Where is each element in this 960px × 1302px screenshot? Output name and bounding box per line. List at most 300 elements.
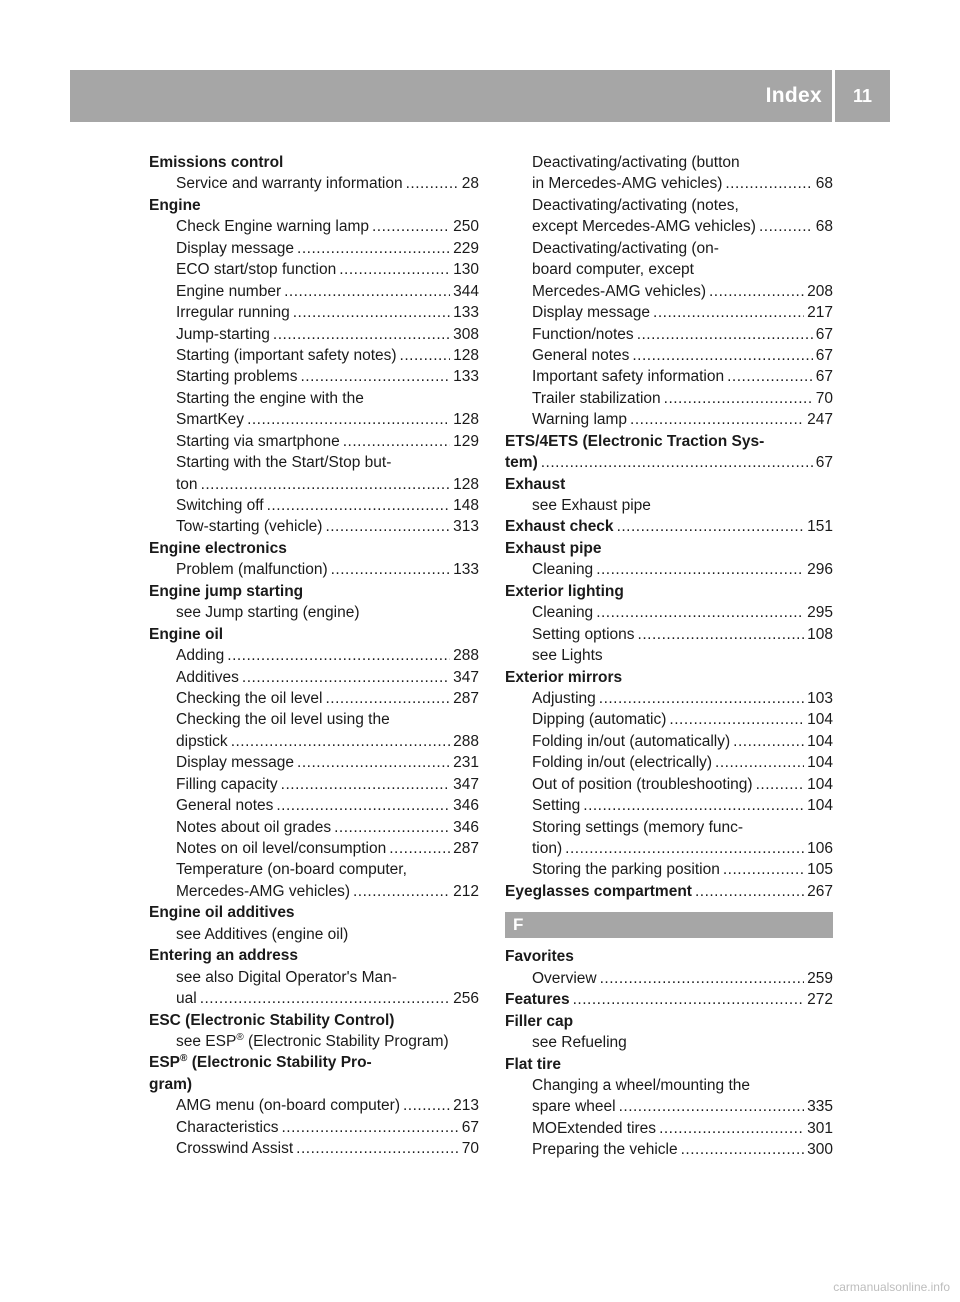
index-subentry: [505, 259, 833, 280]
entry-text: board computer, except: [532, 261, 694, 279]
entry-text: General notes: [532, 346, 630, 364]
page-reference[interactable]: 259: [807, 969, 833, 987]
entry-text: Checking the oil level: [176, 689, 323, 707]
page-reference[interactable]: 128: [453, 346, 479, 364]
entry-text: dipstick: [176, 732, 228, 750]
index-subentry[interactable]: [505, 324, 833, 345]
index-subentry[interactable]: [149, 559, 479, 580]
entry-text: Preparing the vehicle: [532, 1141, 678, 1159]
page-reference[interactable]: 67: [815, 368, 833, 386]
index-subentry[interactable]: [149, 752, 479, 773]
entry-text: Deactivating/activating (notes,: [532, 196, 739, 214]
page-reference[interactable]: 104: [807, 775, 833, 793]
leader-dots: [709, 281, 804, 302]
index-heading: [149, 624, 479, 645]
page-reference[interactable]: 67: [815, 346, 833, 364]
page-reference[interactable]: 231: [453, 754, 479, 772]
index-subentry[interactable]: [505, 752, 833, 773]
entry-text: Exhaust pipe: [505, 539, 602, 557]
leader-dots: [403, 1095, 450, 1116]
entry-text: Exhaust check: [505, 518, 614, 536]
entry-text: Adjusting: [532, 689, 596, 707]
index-subentry[interactable]: [505, 838, 833, 859]
entry-text: Exterior mirrors: [505, 668, 623, 686]
index-heading[interactable]: [505, 452, 833, 473]
index-subentry: [505, 645, 833, 666]
entry-text: see Lights: [532, 647, 603, 665]
leader-dots: [334, 817, 450, 838]
leader-dots: [372, 216, 450, 237]
index-subentry[interactable]: [149, 838, 479, 859]
page-reference[interactable]: 296: [807, 561, 833, 579]
index-subentry: [505, 152, 833, 173]
entry-text: Emissions control: [149, 154, 284, 171]
index-heading: [149, 581, 479, 602]
entry-text: ECO start/stop function: [176, 261, 337, 279]
entry-text: Storing settings (memory func-: [532, 818, 744, 836]
entry-text: Display message: [176, 754, 295, 772]
page-reference[interactable]: 70: [461, 1140, 479, 1158]
index-subentry[interactable]: [505, 345, 833, 366]
entry-text: Temperature (on-board computer,: [176, 861, 407, 879]
index-subentry: [505, 1075, 833, 1096]
index-subentry[interactable]: [505, 281, 833, 302]
index-subentry[interactable]: [149, 688, 479, 709]
entry-text: Important safety information: [532, 368, 725, 386]
index-heading: [505, 946, 833, 967]
entry-text: Filler cap: [505, 1012, 574, 1030]
entry-text: Storing the parking position: [532, 861, 720, 879]
index-heading: [505, 538, 833, 559]
index-heading: [505, 667, 833, 688]
page-reference[interactable]: 128: [453, 411, 479, 429]
index-heading: [149, 902, 479, 923]
page-reference[interactable]: 250: [453, 218, 479, 236]
leader-dots: [325, 516, 450, 537]
leader-dots: [406, 173, 459, 194]
entry-text: Favorites: [505, 948, 574, 966]
entry-text: Exhaust: [505, 475, 566, 493]
index-heading: [149, 195, 479, 216]
footer-watermark: carmanualsonline.info: [833, 1280, 950, 1294]
index-subentry[interactable]: [149, 1095, 479, 1116]
index-subentry: [149, 1031, 479, 1052]
page-reference[interactable]: 300: [807, 1141, 833, 1159]
entry-text: ton: [176, 475, 198, 493]
leader-dots: [583, 795, 804, 816]
leader-dots: [727, 366, 813, 387]
index-heading[interactable]: [505, 516, 833, 537]
page-reference[interactable]: 347: [453, 775, 479, 793]
page-reference[interactable]: 287: [453, 840, 479, 857]
leader-dots: [284, 281, 450, 302]
leader-dots: [282, 1117, 459, 1138]
entry-text: Starting problems: [176, 368, 298, 386]
index-subentry[interactable]: [149, 173, 479, 194]
leader-dots: [632, 345, 812, 366]
leader-dots: [630, 409, 804, 430]
index-subentry[interactable]: [149, 731, 479, 752]
entry-text: gram): [149, 1075, 193, 1093]
leader-dots: [293, 302, 450, 323]
entry-text: Folding in/out (electrically): [532, 754, 713, 772]
entry-text: Tow-starting (vehicle): [176, 518, 323, 536]
entry-text: Deactivating/activating (button: [532, 154, 740, 171]
index-subentry: [149, 924, 479, 945]
index-subentry: [505, 1032, 833, 1053]
entry-text: Engine oil additives: [149, 904, 295, 922]
index-subentry[interactable]: [149, 881, 479, 902]
entry-text: Starting the engine with the: [176, 389, 364, 407]
page-reference[interactable]: 308: [453, 325, 479, 343]
leader-dots: [695, 881, 804, 902]
leader-dots: [331, 559, 451, 580]
page-reference[interactable]: 346: [453, 797, 479, 815]
entry-text: Characteristics: [176, 1118, 279, 1136]
entry-text: ESP® (Electronic Stability Pro-: [149, 1053, 372, 1072]
entry-text: ETS/4ETS (Electronic Traction Sys-: [505, 432, 765, 450]
leader-dots: [715, 752, 804, 773]
index-subentry[interactable]: [149, 302, 479, 323]
page-reference[interactable]: 67: [815, 325, 833, 343]
page-reference[interactable]: 208: [807, 282, 833, 300]
index-subentry[interactable]: [505, 366, 833, 387]
index-subentry: [505, 238, 833, 259]
page-reference[interactable]: 295: [807, 604, 833, 622]
leader-dots: [681, 1139, 805, 1160]
index-subentry[interactable]: [505, 688, 833, 709]
entry-text: Warning lamp: [532, 411, 628, 429]
leader-dots: [400, 345, 451, 366]
entry-text: Engine oil: [149, 625, 224, 643]
entry-text: Filling capacity: [176, 775, 278, 793]
leader-dots: [637, 324, 813, 345]
entry-text: Jump-starting: [176, 325, 270, 343]
page-reference[interactable]: 103: [807, 689, 833, 707]
entry-text: Cleaning: [532, 561, 594, 579]
entry-text: Engine: [149, 196, 201, 214]
index-heading: [149, 1052, 479, 1073]
page-reference[interactable]: 217: [807, 304, 833, 322]
index-subentry[interactable]: [505, 968, 833, 989]
page-reference[interactable]: 344: [453, 282, 479, 300]
entry-text: Crosswind Assist: [176, 1140, 294, 1158]
entry-text: Adding: [176, 647, 225, 665]
page-reference[interactable]: 105: [807, 861, 833, 879]
index-subentry[interactable]: [149, 988, 479, 1009]
leader-dots: [353, 881, 450, 902]
entry-text: Mercedes-AMG vehicles): [176, 882, 350, 900]
page-reference[interactable]: 130: [453, 261, 479, 279]
entry-text: Notes on oil level/consumption: [176, 840, 387, 857]
page-reference[interactable]: 148: [453, 497, 479, 514]
index-subentry[interactable]: [149, 645, 479, 666]
entry-text: Checking the oil level using the: [176, 711, 390, 729]
leader-dots: [596, 602, 804, 623]
page-reference[interactable]: 68: [815, 218, 833, 236]
index-subentry[interactable]: [149, 281, 479, 302]
page-reference[interactable]: 267: [807, 882, 833, 900]
entry-text: Additives: [176, 668, 239, 686]
page-reference[interactable]: 28: [461, 175, 479, 193]
index-subentry[interactable]: [505, 302, 833, 323]
index-subentry[interactable]: [149, 774, 479, 795]
index-heading: [149, 538, 479, 559]
index-subentry[interactable]: [505, 624, 833, 645]
index-subentry[interactable]: [149, 345, 479, 366]
index-subentry[interactable]: [505, 388, 833, 409]
entry-text: Irregular running: [176, 304, 290, 322]
entry-text: Trailer stabilization: [532, 389, 661, 407]
index-subentry: [149, 452, 479, 473]
page-reference[interactable]: 213: [453, 1097, 479, 1115]
entry-text: Mercedes-AMG vehicles): [532, 282, 706, 300]
leader-dots: [276, 795, 450, 816]
index-subentry[interactable]: [505, 559, 833, 580]
entry-text: except Mercedes-AMG vehicles): [532, 218, 756, 236]
leader-dots: [201, 474, 451, 495]
leader-dots: [325, 688, 450, 709]
index-heading: [505, 474, 833, 495]
index-heading: [505, 1011, 833, 1032]
index-subentry: [149, 602, 479, 623]
page-reference[interactable]: 301: [807, 1119, 833, 1137]
leader-dots: [541, 452, 813, 473]
leader-dots: [296, 1138, 459, 1159]
leader-dots: [756, 774, 805, 795]
index-heading[interactable]: [505, 881, 833, 902]
page-reference[interactable]: 287: [453, 689, 479, 707]
index-subentry[interactable]: [149, 216, 479, 237]
page-reference[interactable]: 104: [807, 711, 833, 729]
index-subentry[interactable]: [149, 795, 479, 816]
page-reference[interactable]: 347: [453, 668, 479, 686]
entry-text: Overview: [532, 969, 597, 987]
entry-text: see Exhaust pipe: [532, 497, 651, 514]
page-reference[interactable]: 335: [807, 1098, 833, 1116]
entry-text: Engine jump starting: [149, 582, 304, 600]
leader-dots: [343, 431, 450, 452]
index-heading[interactable]: [505, 989, 833, 1010]
page-reference[interactable]: 272: [807, 991, 833, 1009]
entry-text: ESC (Electronic Stability Control): [149, 1011, 395, 1029]
index-subentry[interactable]: [505, 774, 833, 795]
page-reference[interactable]: 104: [807, 754, 833, 772]
entry-text: Changing a wheel/mounting the: [532, 1076, 751, 1094]
index-subentry[interactable]: [149, 495, 479, 516]
page-reference[interactable]: 108: [807, 625, 833, 643]
index-subentry[interactable]: [505, 216, 833, 237]
index-heading: [149, 945, 479, 966]
index-subentry: [505, 495, 833, 516]
section-letter-header: F: [505, 912, 833, 938]
leader-dots: [273, 324, 450, 345]
index-column-right: [505, 152, 833, 1161]
page-reference[interactable]: 128: [453, 475, 479, 493]
index-subentry[interactable]: [149, 259, 479, 280]
entry-text: AMG menu (on-board computer): [176, 1097, 400, 1115]
index-heading: [149, 1010, 479, 1031]
index-subentry[interactable]: [505, 409, 833, 430]
entry-text: Starting with the Start/Stop but-: [176, 454, 392, 472]
entry-text: tem): [505, 454, 538, 472]
entry-text: Cleaning: [532, 604, 594, 622]
leader-dots: [600, 968, 805, 989]
index-subentry: [149, 967, 479, 988]
index-subentry[interactable]: [149, 1117, 479, 1138]
index-subentry[interactable]: [149, 431, 479, 452]
index-subentry: [149, 709, 479, 730]
entry-text: see Refueling: [532, 1034, 627, 1052]
leader-dots: [664, 388, 813, 409]
leader-dots: [573, 989, 805, 1010]
leader-dots: [231, 731, 450, 752]
entry-text: Features: [505, 991, 570, 1009]
leader-dots: [725, 173, 812, 194]
leader-dots: [300, 366, 450, 387]
leader-dots: [659, 1118, 804, 1139]
page-reference[interactable]: 133: [453, 304, 479, 322]
leader-dots: [733, 731, 804, 752]
index-subentry[interactable]: [505, 795, 833, 816]
index-subentry[interactable]: [505, 602, 833, 623]
entry-text: Function/notes: [532, 325, 634, 343]
page-reference[interactable]: 133: [453, 561, 479, 579]
entry-text: General notes: [176, 797, 274, 815]
page-reference[interactable]: 256: [453, 990, 479, 1008]
leader-dots: [565, 838, 804, 859]
index-subentry[interactable]: [149, 667, 479, 688]
page-reference[interactable]: 129: [453, 432, 479, 450]
entry-text: Engine electronics: [149, 539, 287, 557]
entry-text: Starting via smartphone: [176, 432, 340, 450]
entry-text: see Jump starting (engine): [176, 604, 360, 622]
leader-dots: [653, 302, 804, 323]
entry-text: Folding in/out (automatically): [532, 732, 731, 750]
entry-text: spare wheel: [532, 1098, 616, 1116]
index-heading: [505, 431, 833, 452]
entry-text: see ESP® (Electronic Stability Program): [176, 1031, 449, 1050]
leader-dots: [638, 624, 805, 645]
page-reference[interactable]: 346: [453, 818, 479, 836]
leader-dots: [247, 409, 450, 430]
entry-text: Starting (important safety notes): [176, 346, 397, 364]
entry-text: Exterior lighting: [505, 582, 624, 600]
index-subentry[interactable]: [505, 1096, 833, 1117]
entry-text: see also Digital Operator's Man-: [176, 968, 397, 986]
page-reference[interactable]: 67: [815, 454, 833, 472]
page-reference[interactable]: 104: [807, 732, 833, 750]
index-subentry[interactable]: [149, 238, 479, 259]
entry-text: MOExtended tires: [532, 1119, 657, 1137]
leader-dots: [759, 216, 813, 237]
index-subentry[interactable]: [149, 817, 479, 838]
page-reference[interactable]: 151: [807, 518, 833, 536]
page-reference[interactable]: 313: [453, 518, 479, 536]
entry-text: Check Engine warning lamp: [176, 218, 369, 236]
index-subentry: [505, 195, 833, 216]
entry-text: Service and warranty information: [176, 175, 403, 193]
page-reference[interactable]: 212: [453, 882, 479, 900]
index-heading: [505, 1054, 833, 1075]
leader-dots: [723, 859, 804, 880]
index-subentry[interactable]: [505, 1118, 833, 1139]
index-subentry[interactable]: [149, 474, 479, 495]
entry-text: Setting options: [532, 625, 635, 643]
index-subentry: [149, 859, 479, 880]
index-subentry[interactable]: [505, 731, 833, 752]
index-column-left: [149, 152, 479, 1160]
page-reference[interactable]: 247: [807, 411, 833, 429]
leader-dots: [227, 645, 450, 666]
leader-dots: [297, 752, 450, 773]
leader-dots: [669, 709, 804, 730]
page-reference[interactable]: 133: [453, 368, 479, 386]
leader-dots: [617, 516, 805, 537]
entry-text: Dipping (automatic): [532, 711, 667, 729]
page-reference[interactable]: 229: [453, 239, 479, 257]
index-subentry[interactable]: [149, 516, 479, 537]
index-subentry: [505, 817, 833, 838]
page-reference[interactable]: 288: [453, 732, 479, 750]
page-reference[interactable]: 70: [815, 389, 833, 407]
entry-text: Entering an address: [149, 947, 299, 965]
index-heading: [149, 152, 479, 173]
index-subentry[interactable]: [149, 409, 479, 430]
leader-dots: [200, 988, 450, 1009]
entry-text: see Additives (engine oil): [176, 925, 349, 943]
page-reference[interactable]: 106: [807, 840, 833, 857]
entry-text: in Mercedes-AMG vehicles): [532, 175, 723, 193]
index-heading: [505, 581, 833, 602]
entry-text: Setting: [532, 797, 581, 815]
page-reference[interactable]: 67: [461, 1118, 479, 1136]
entry-text: Notes about oil grades: [176, 818, 332, 836]
index-subentry[interactable]: [505, 709, 833, 730]
index-subentry[interactable]: [505, 1139, 833, 1160]
leader-dots: [267, 495, 451, 516]
entry-text: Engine number: [176, 282, 282, 300]
page-reference[interactable]: 104: [807, 797, 833, 815]
index-subentry: [149, 388, 479, 409]
index-subentry[interactable]: [149, 366, 479, 387]
entry-text: Switching off: [176, 497, 264, 514]
index-subentry[interactable]: [149, 324, 479, 345]
leader-dots: [619, 1096, 805, 1117]
entry-text: Flat tire: [505, 1055, 561, 1073]
page-reference[interactable]: 288: [453, 647, 479, 665]
index-heading: [149, 1074, 479, 1095]
index-subentry[interactable]: [505, 173, 833, 194]
page-reference[interactable]: 68: [815, 175, 833, 193]
entry-text: Display message: [176, 239, 295, 257]
leader-dots: [599, 688, 804, 709]
entry-text: Problem (malfunction): [176, 561, 328, 579]
index-subentry[interactable]: [505, 859, 833, 880]
entry-text: Out of position (troubleshooting): [532, 775, 753, 793]
leader-dots: [281, 774, 450, 795]
leader-dots: [389, 838, 450, 859]
entry-text: SmartKey: [176, 411, 245, 429]
entry-text: Eyeglasses compartment: [505, 882, 692, 900]
index-subentry[interactable]: [149, 1138, 479, 1159]
page-number: 11: [852, 86, 873, 106]
leader-dots: [339, 259, 450, 280]
entry-text: ual: [176, 990, 197, 1008]
leader-dots: [242, 667, 450, 688]
entry-text: tion): [532, 840, 563, 857]
entry-text: Display message: [532, 304, 651, 322]
